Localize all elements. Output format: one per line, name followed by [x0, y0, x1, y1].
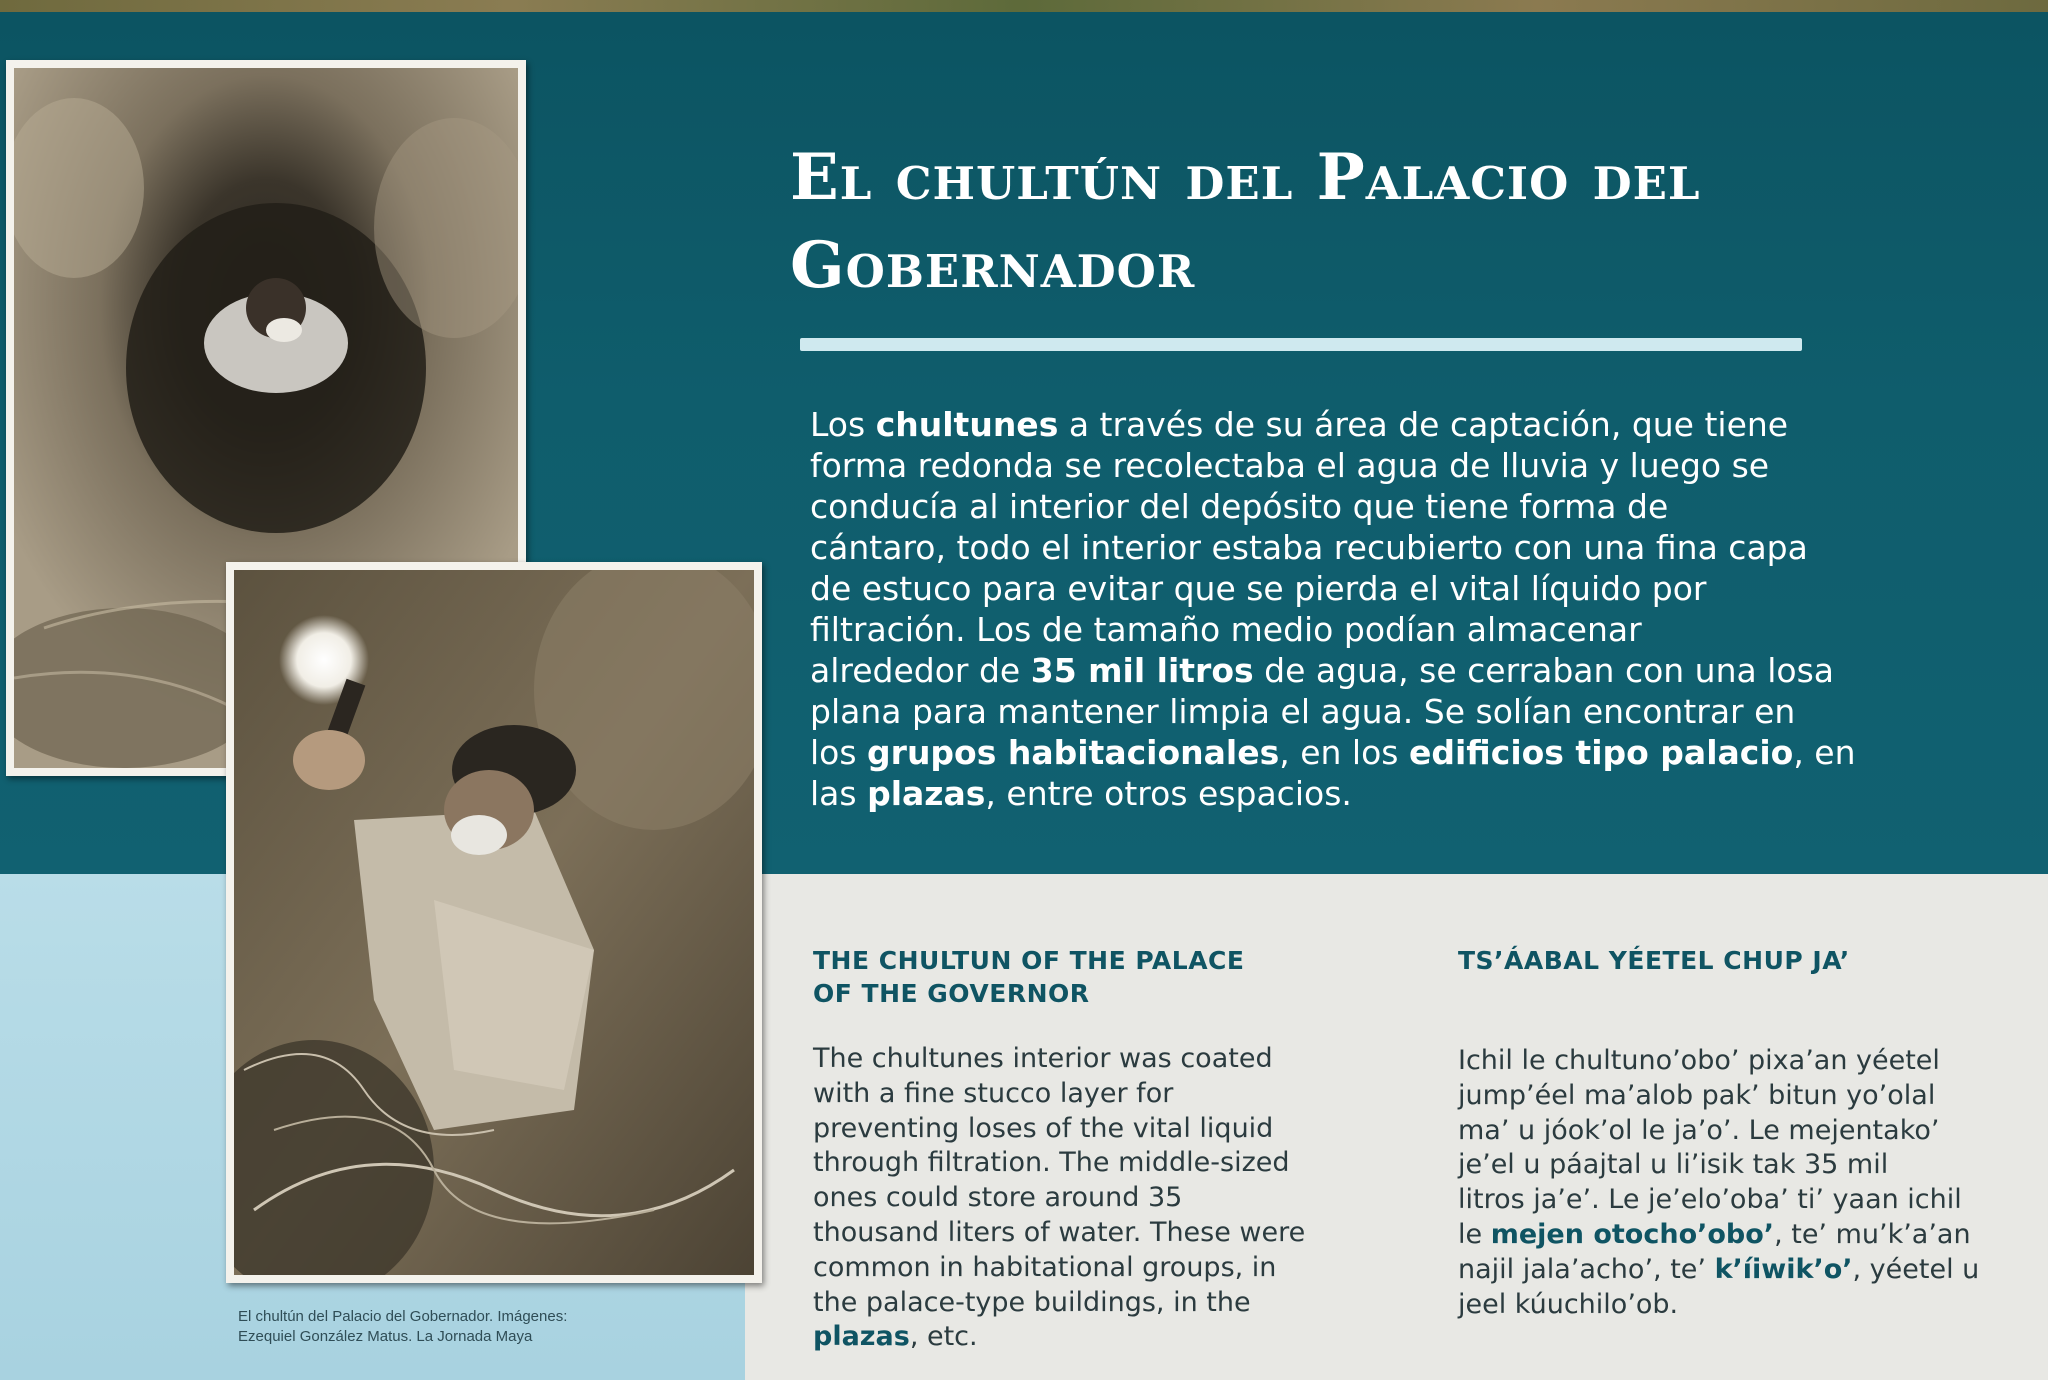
sign-title: [790, 134, 1890, 310]
text-line: de estuco para evitar que se pierda el vital líquido por: [810, 569, 1707, 608]
maya-description: [1458, 1044, 2008, 1322]
text-line: jump’éel ma’alob pak’ bitun yo’olal: [1458, 1079, 1936, 1111]
english-heading: THE CHULTUN OF THE PALACE OF THE GOVERNOR: [813, 946, 1245, 1008]
text-line: jeel kúuchilo’ob.: [1458, 1288, 1679, 1320]
text-line: Ichil le chultuno’obo’ pixa’an yéetel: [1458, 1045, 1940, 1076]
text-line: ones could store around 35: [813, 1182, 1183, 1214]
text-line: common in habitational groups, in: [813, 1251, 1277, 1283]
text-line: through filtration. The middle-sized: [813, 1147, 1290, 1179]
caption-line-2: Ezequiel González Matus. La Jornada Maya: [238, 1328, 533, 1345]
text-line: filtración. Los de tamaño medio podían almacenar: [810, 610, 1642, 649]
text-line: cántaro, todo el interior estaba recubierto con una fina capa: [810, 528, 1808, 567]
text-line: las plazas, entre otros espacios.: [810, 774, 1352, 813]
text-line: alrededor de 35 mil litros de agua, se cerraban con una losa: [810, 651, 1834, 690]
text-line: plana para mantener limpia el agua. Se solían encontrar en: [810, 692, 1796, 731]
text-line: conducía al interior del depósito que tiene forma de: [810, 487, 1669, 526]
text-line: forma redonda se recolectaba el agua de lluvia y luego se: [810, 446, 1770, 485]
caption-line-1: El chultún del Palacio del Gobernador. Imágenes:: [238, 1308, 568, 1325]
information-sign: [0, 12, 2048, 1380]
photo-worker-with-flashlight: [226, 562, 762, 1283]
text-line: je’el u páajtal u li’isik tak 35 mil: [1458, 1149, 1889, 1181]
text-line: Los chultunes a través de su área de captación, que tiene: [810, 405, 1789, 444]
text-line: thousand liters of water. These were: [813, 1216, 1306, 1248]
text-line: the palace-type buildings, in the: [813, 1286, 1251, 1318]
title-line-1: El chultún del Palacio del: [790, 140, 1701, 215]
text-line: najil jala’acho’, te’ k’íiwik’o’, yéetel u: [1458, 1253, 1980, 1285]
text-line: preventing loses of the vital liquid: [813, 1112, 1274, 1144]
title-line-2: Gobernador: [790, 228, 1196, 303]
spanish-description: [810, 404, 1890, 814]
text-line: le mejen otocho’obo’, te’ mu’k’a’an: [1458, 1218, 1971, 1250]
text-line: ma’ u jóok’ol le ja’o’. Le mejentako’: [1458, 1114, 1940, 1146]
text-line: The chultunes interior was coated: [813, 1043, 1273, 1074]
text-line: litros ja’e’. Le je’elo’oba’ ti’ yaan ichil: [1458, 1184, 1962, 1216]
photo-caption: [238, 1307, 678, 1347]
text-line: los grupos habitacionales, en los edificios tipo palacio, en: [810, 733, 1856, 772]
title-underline-rule: [800, 338, 1802, 351]
text-line: with a fine stucco layer for: [813, 1077, 1174, 1109]
maya-heading: TS’ÁABAL YÉETEL CHUP JA’: [1458, 946, 1850, 975]
english-description: [813, 1042, 1353, 1355]
text-line: plazas, etc.: [813, 1321, 978, 1353]
